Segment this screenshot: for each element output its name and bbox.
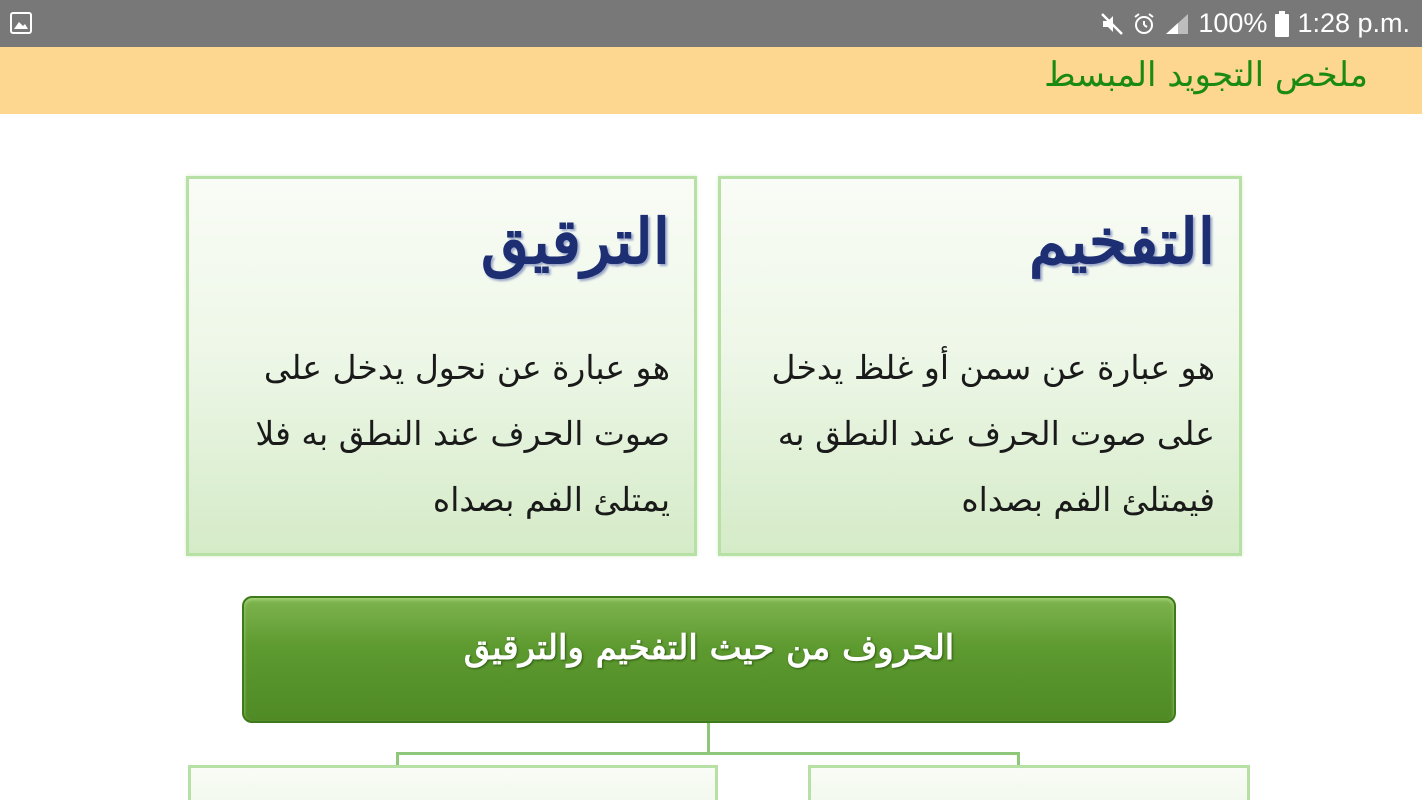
- connector-line: [707, 723, 710, 753]
- clock: 1:28 p.m.: [1297, 8, 1410, 38]
- tafkheem-definition: هو عبارة عن سمن أو غلظ يدخل على صوت الحرف عند النطق به فيمتلئ الفم بصداه: [771, 348, 1215, 519]
- connector-line: [396, 752, 1020, 755]
- tarqeeq-heading: الترقيق: [480, 205, 670, 278]
- battery-percent: 100%: [1198, 8, 1268, 38]
- content-area[interactable]: [0, 114, 1422, 800]
- signal-icon: [1164, 12, 1190, 36]
- tarqeeq-definition: هو عبارة عن نحول يدخل على صوت الحرف عند النطق به فلا يمتلئ الفم بصداه: [255, 348, 670, 519]
- battery-full-icon: [1275, 11, 1289, 37]
- banner-text: الحروف من حيث التفخيم والترقيق: [463, 628, 955, 668]
- tafkheem-heading: التفخيم: [1028, 205, 1215, 278]
- mute-icon: [1100, 12, 1124, 36]
- app-title: ملخص التجويد المبسط: [1044, 55, 1368, 95]
- alarm-icon: [1132, 12, 1156, 36]
- app-bar: [0, 47, 1422, 114]
- image-notification-icon: [10, 12, 32, 34]
- tafkheem-card: [718, 176, 1242, 556]
- status-bar: [0, 0, 1422, 47]
- letters-banner: [242, 596, 1176, 723]
- tarqeeq-card: [186, 176, 697, 556]
- sub-card-right: [808, 765, 1250, 800]
- sub-card-left: [188, 765, 718, 800]
